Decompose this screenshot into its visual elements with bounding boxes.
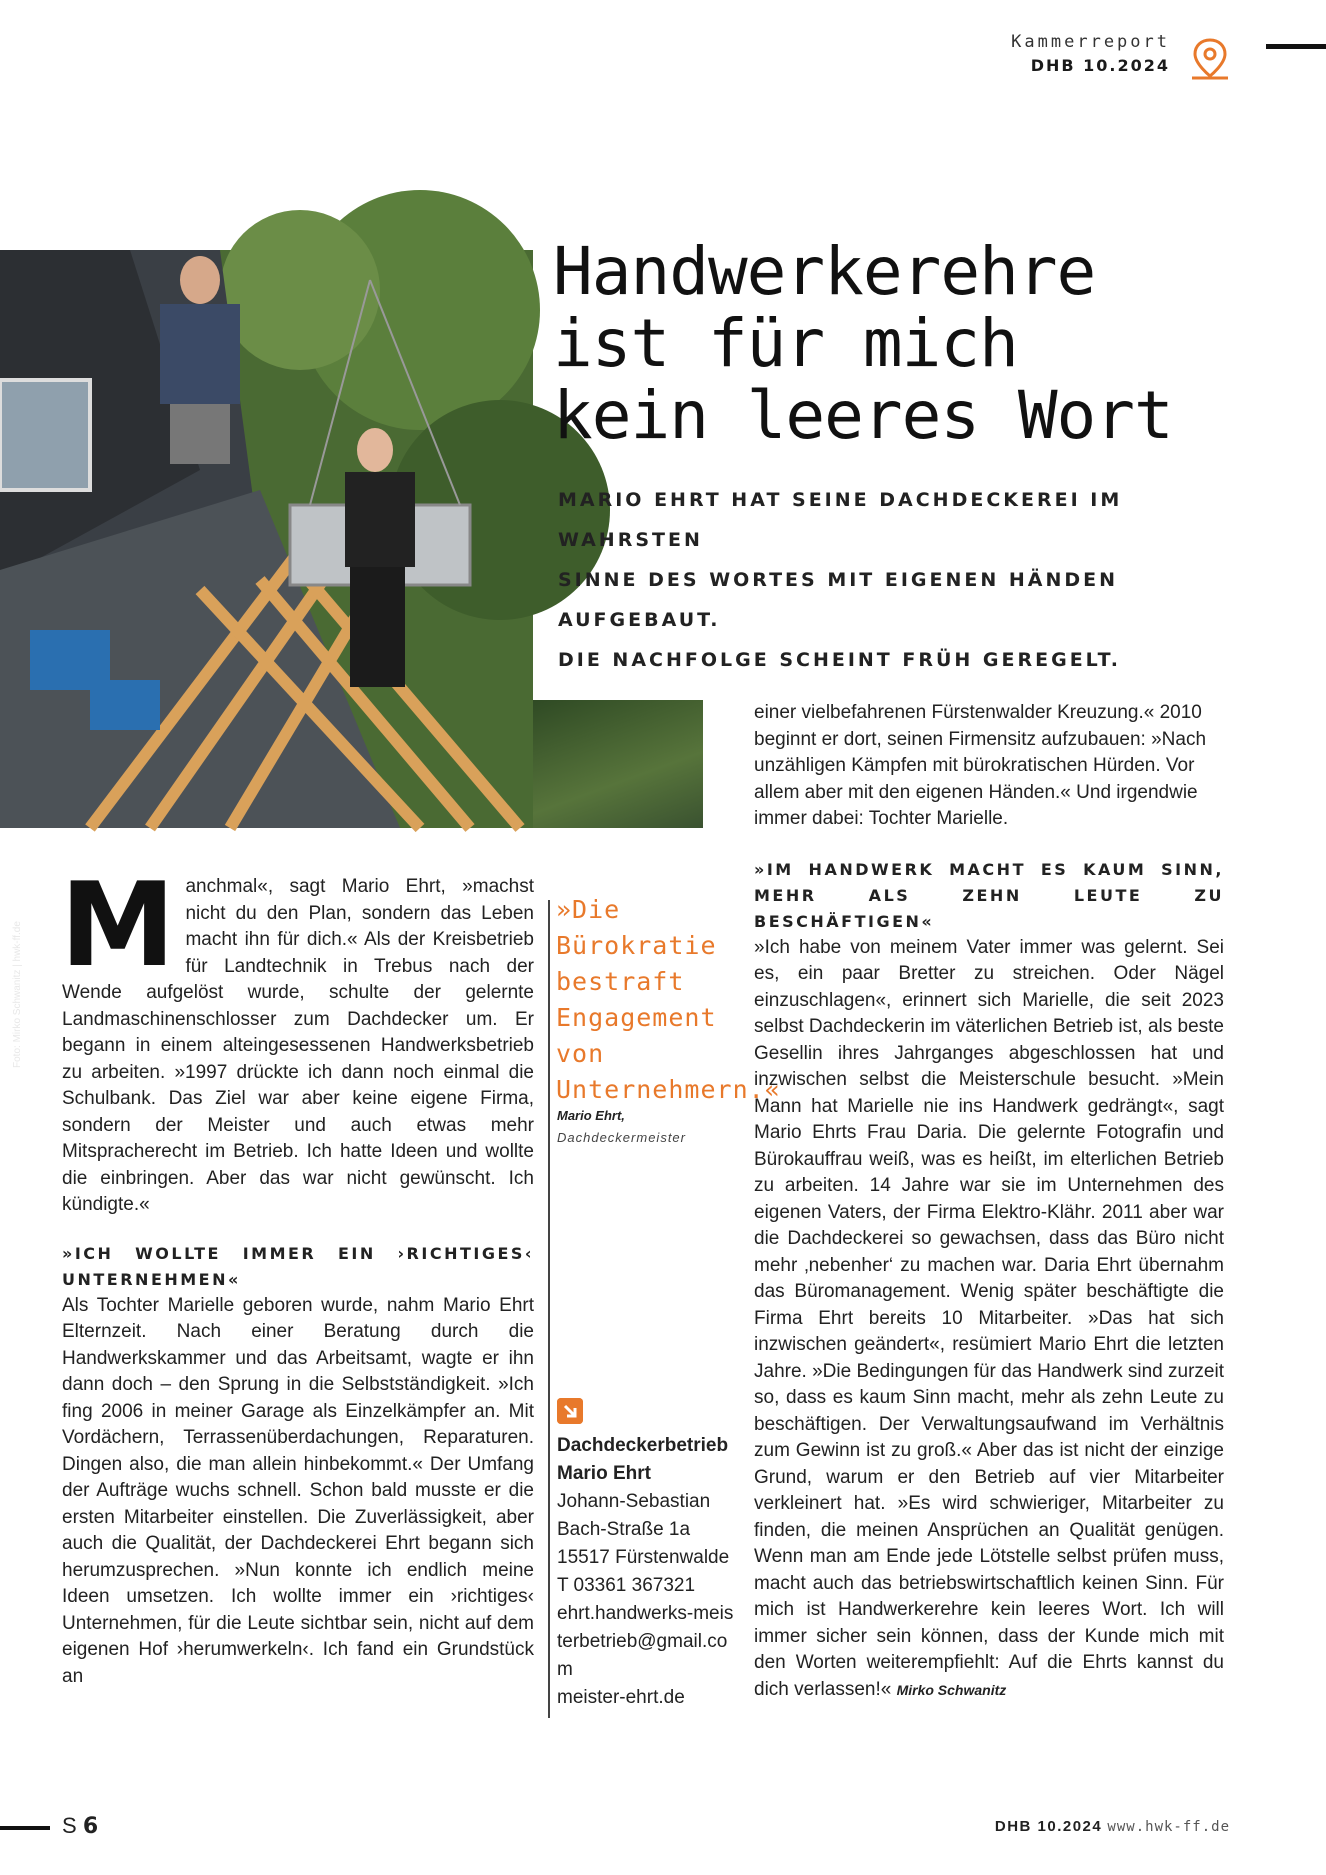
author-byline: Mirko Schwanitz — [896, 1681, 1007, 1698]
body-paragraph: anchmal«, sagt Mario Ehrt, »machst nicht du den Plan, sondern das Leben macht ihn für dich.« Als der Kreisbetrieb für Landtechnik in Trebus nach der Wende aufgelöst wurde, schulte der gelernte Landmaschinenschlosser zum Dachdecker um. Er begann in einem alteingesessenen Handwerksbetrieb zu arbeiten. »1997 drückte ich dann noch einmal die Schulbank. Das Ziel war aber keine eigene Firma, sondern der Meister und auch etwas mehr Mitspracherecht im Betrieb. Ich hatte Ideen und wollte die einbringen. Aber das war nicht gewünscht. Ich kündigte.« — [62, 876, 534, 1215]
photo-foliage-extension — [533, 700, 703, 828]
arrow-icon — [557, 1398, 583, 1424]
footer-issue: DHB 10.2024 — [994, 1818, 1103, 1835]
header-rule — [1266, 44, 1326, 49]
contact-street: Johann-Sebastian Bach-Straße 1a — [557, 1491, 711, 1540]
subheading: »IM HANDWERK MACHT ES KAUM SINN, MEHR ALS ZEHN LEUTE ZU BESCHÄFTIGEN« — [754, 859, 1224, 931]
photo-credit: Foto: Mirko Schwanitz | hwk-ff.de — [12, 921, 23, 1068]
contact-company: Dachdeckerbetrieb Mario Ehrt — [557, 1435, 729, 1484]
body-paragraph: »Ich habe von meinem Vater immer was gelernt. Sei es, ein paar Bretter zu streichen. Oder Nägel einzuschlagen«, erinnert sich Marielle, die seit 2023 selbst Dachdeckerin im väterlichen Betrieb ist, als beste Gesellin ihres Jahrganges abgeschlossen hat und inzwischen selbst die Meisterschule besucht. »Mein Mann hat Marielle nie ins Handwerk gedrängt«, sagt Mario Ehrts Frau Daria. Die gelernte Fotografin und Bürokauffrau weiß, was es heißt, im elterlichen Betrieb zu arbeiten. 14 Jahre war sie im Unternehmen des eigenen Vaters, der Firma Elektro-Klähr. 2011 aber war die Dachdeckerei so gewachsen, dass das Büro nicht mehr ‚nebenher‘ zu machen war. Daria Ehrt übernahm das Büromanagement. Wenig später beschäftigte die Firma Ehrt bereits 10 Mitarbeiter. »Das hat sich inzwischen geändert«, resümiert Mario Ehrt die letzten Jahre. »Die Bedingungen für das Handwerk sind zurzeit so, dass es kaum Sinn macht, mehr als zehn Leute zu beschäftigen. Der Verwaltungsaufwand im Verhältnis zum Gewinn ist zu groß.« Aber das ist nicht der einzige Grund, warum er den Betrieb auf vier Mitarbeiter verkleinert hat. »Es wird schwieriger, Mitarbeiter zu finden, die meinen Ansprüchen an Qualität genügen. Wenn man am Ende jede Lötstelle selbst prüfen muss, macht auch das betriebswirtschaftlich keinen Sinn. Für mich ist Handwerkerehre kein leeres Wort. Ich will immer sicher sein können, dass der Kunde mich mit den Worten weiterempfiehlt: Auf die Ehrts kannst du dich verlassen!« — [754, 936, 1224, 1700]
article-headline: Handwerkerehre ist für mich kein leeres Wort — [553, 233, 1173, 454]
subheading: »ICH WOLLTE IMMER EIN ›RICHTIGES‹ UNTERNEHMEN« — [62, 1243, 534, 1289]
location-pin-icon — [1188, 36, 1232, 82]
contact-city: 15517 Fürstenwalde — [557, 1547, 730, 1568]
article-column-3 — [754, 700, 1224, 1703]
quote-attribution-role: Dachdeckermeister — [557, 1130, 686, 1145]
footer-rule — [0, 1826, 50, 1830]
issue-label: DHB 10.2024 — [1030, 56, 1170, 75]
section-category: Kammerreport — [1011, 32, 1170, 52]
pull-quote: »Die Bürokratie bestraft Engagement von Unternehmern.« — [556, 895, 781, 1104]
body-paragraph: Als Tochter Marielle geboren wurde, nahm Mario Ehrt Elternzeit. Nach einer Beratung durch die Handwerkskammer und das Arbeitsamt, wagte er ihn dann doch – den Sprung in die Selbstständigkeit. »Ich fing 2006 in meiner Garage als Einzelkämpfer an. Mit Vordächern, Terrassenüberdachungen, Reparaturen. Dingen also, die man allein hinbekommt.« Der Umfang der Aufträge wuchs schnell. Schon bald musste er die ersten Mitarbeiter einstellen. Die Zuverlässigkeit, aber auch die Qualität, der Dachdeckerei Ehrt begann sich herumzusprechen. »Nun konnte ich endlich meine Ideen umsetzen. Ich wollte immer ein ›richtiges‹ Unternehmen, für die Leute sichtbar sein, nicht auf dem eigenen Hof ›herumwerkeln‹. Ich fand ein Grundstück an — [62, 1294, 534, 1687]
contact-box — [557, 1432, 737, 1712]
page-number: S 6 — [62, 1813, 99, 1839]
article-deck: MARIO EHRT HAT SEINE DACHDECKEREI IM WAHRSTEN SINNE DES WORTES MIT EIGENEN HÄNDEN AUFGEBAUT. DIE NACHFOLGE SCHEINT FRÜH GEREGELT. — [558, 489, 1123, 671]
body-paragraph: einer vielbefahrenen Fürstenwalder Kreuzung.« 2010 beginnt er dort, seinen Firmensitz aufzubauen: »Nach unzähligen Kämpfen mit bürokratischen Hürden. Vor allem aber mit den eigenen Händen.« Und irgendwie immer dabei: Tochter Marielle. — [754, 702, 1207, 829]
column-divider — [548, 900, 550, 1718]
footer-url[interactable]: www.hwk-ff.de — [1107, 1819, 1230, 1835]
article-column-1 — [60, 858, 534, 1690]
contact-email[interactable]: ehrt.handwerks-meisterbetrieb@gmail.com — [557, 1603, 734, 1680]
issue-header — [1011, 32, 1170, 75]
footer-info — [995, 1818, 1230, 1835]
contact-website[interactable]: meister-ehrt.de — [557, 1687, 685, 1708]
contact-phone[interactable]: T 03361 367321 — [557, 1575, 696, 1596]
drop-cap: M — [60, 858, 176, 993]
quote-attribution-name: Mario Ehrt, — [557, 1108, 625, 1123]
